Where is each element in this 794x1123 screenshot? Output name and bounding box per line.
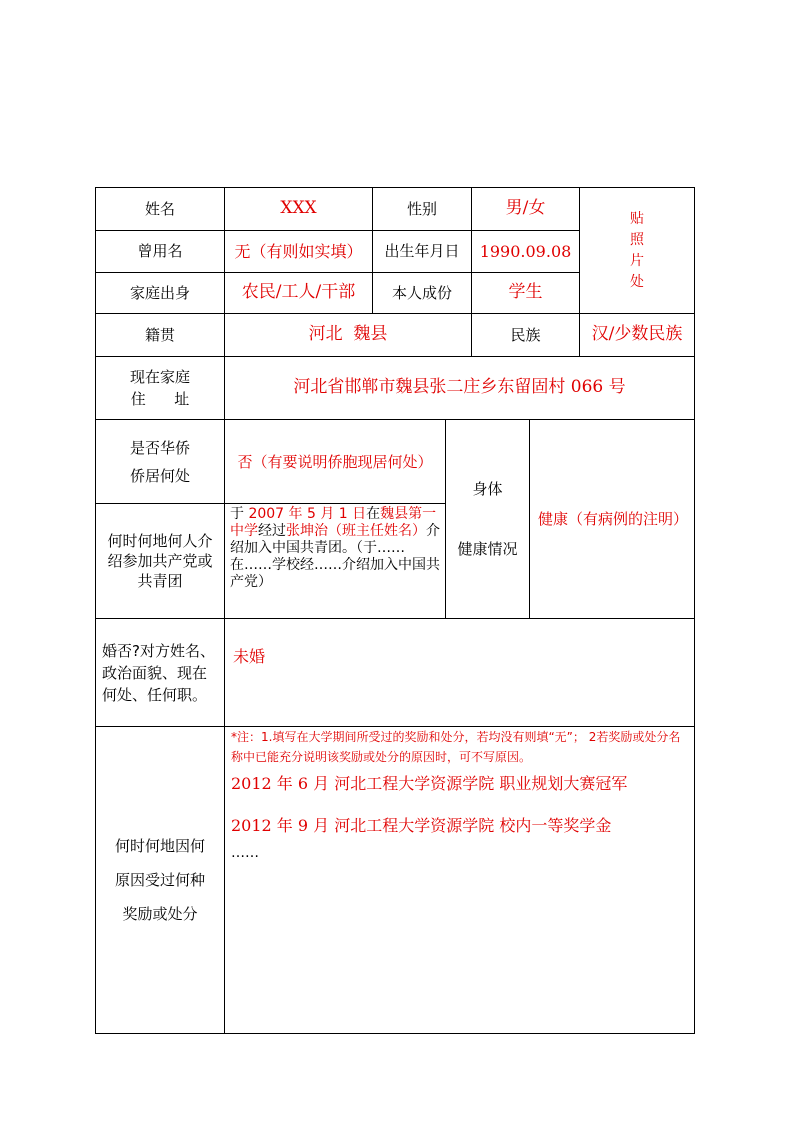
gender-value: 男/女 [472, 188, 580, 231]
family-origin-label: 家庭出身 [96, 273, 225, 314]
party-date: 2007 年 5 月 1 日 [244, 506, 367, 522]
birth-value: 1990.09.08 [472, 231, 580, 273]
personal-status-value: 学生 [472, 273, 580, 314]
overseas-label [96, 420, 225, 504]
party-value [225, 504, 446, 619]
gender-label: 性别 [373, 188, 472, 231]
native-place-label: 籍贯 [96, 314, 225, 357]
health-label-line: 健康情况 [457, 540, 518, 558]
party-text-part: 于 [230, 506, 244, 522]
overseas-value: 否（有要说明侨胞现居何处） [225, 420, 446, 504]
marriage-label: 婚否?对方姓名、政治面貌、现在何处、任何职。 [96, 619, 225, 727]
health-label-line: 身体 [472, 480, 503, 498]
address-label [96, 357, 225, 420]
personal-status-label: 本人成份 [373, 273, 472, 314]
awards-label [96, 727, 225, 1033]
photo-char: 处 [630, 273, 644, 290]
photo-char: 片 [630, 252, 644, 269]
address-label-line: 住 址 [130, 390, 190, 408]
awards-label-line: 奖励或处分 [122, 905, 198, 923]
party-school: 魏县第一中学 [230, 506, 437, 539]
overseas-label-line: 是否华侨 [129, 438, 190, 457]
address-value: 河北省邯郸市魏县张二庄乡东留固村 066 号 [225, 357, 694, 420]
former-name-value: 无（有则如实填） [225, 231, 373, 273]
party-introducer: 张坤治（班主任姓名） [286, 523, 426, 539]
awards-value [225, 727, 694, 1033]
awards-note: *注：1.填写在大学期间所受过的奖励和处分，若均没有则填“无”； 2若奖励或处分名称中已能充分说明该奖励或处分的原因时，可不写原因。 [231, 730, 681, 764]
name-value: XXX [225, 188, 373, 231]
marriage-value: 未婚 [225, 619, 694, 727]
photo-placeholder [580, 188, 694, 314]
former-name-label: 曾用名 [96, 231, 225, 273]
award-item: 2012 年 6 月 河北工程大学资源学院 职业规划大赛冠军 [231, 774, 628, 793]
overseas-label-line: 侨居何处 [129, 466, 190, 485]
photo-char: 贴 [630, 210, 644, 227]
birth-label: 出生年月日 [373, 231, 472, 273]
awards-label-line: 原因受过何种 [114, 871, 205, 889]
ethnicity-label: 民族 [472, 314, 580, 357]
party-text-part: 介绍加入中国共青团。 [230, 523, 440, 556]
party-text [230, 506, 440, 591]
ethnicity-value: 汉/少数民族 [580, 314, 694, 357]
family-origin-value: 农民/工人/干部 [225, 273, 373, 314]
awards-more: …… [231, 845, 259, 861]
name-label: 姓名 [96, 188, 225, 231]
photo-char: 照 [630, 231, 644, 248]
party-label: 何时何地何人介绍参加共产党或共青团 [96, 504, 225, 619]
party-text-part: 经过 [258, 523, 286, 539]
registration-form [95, 187, 695, 1034]
health-label [446, 420, 530, 619]
party-text-part: （于……在……学校经……介绍加入中国共产党） [230, 540, 440, 590]
party-text-part: 在 [366, 506, 381, 522]
award-item: 2012 年 9 月 河北工程大学资源学院 校内一等奖学金 [231, 816, 612, 835]
health-value: 健康（有病例的注明） [530, 420, 694, 619]
native-place-value: 河北 魏县 [225, 314, 472, 357]
address-label-line: 现在家庭 [129, 368, 190, 386]
awards-label-line: 何时何地因何 [114, 837, 205, 855]
